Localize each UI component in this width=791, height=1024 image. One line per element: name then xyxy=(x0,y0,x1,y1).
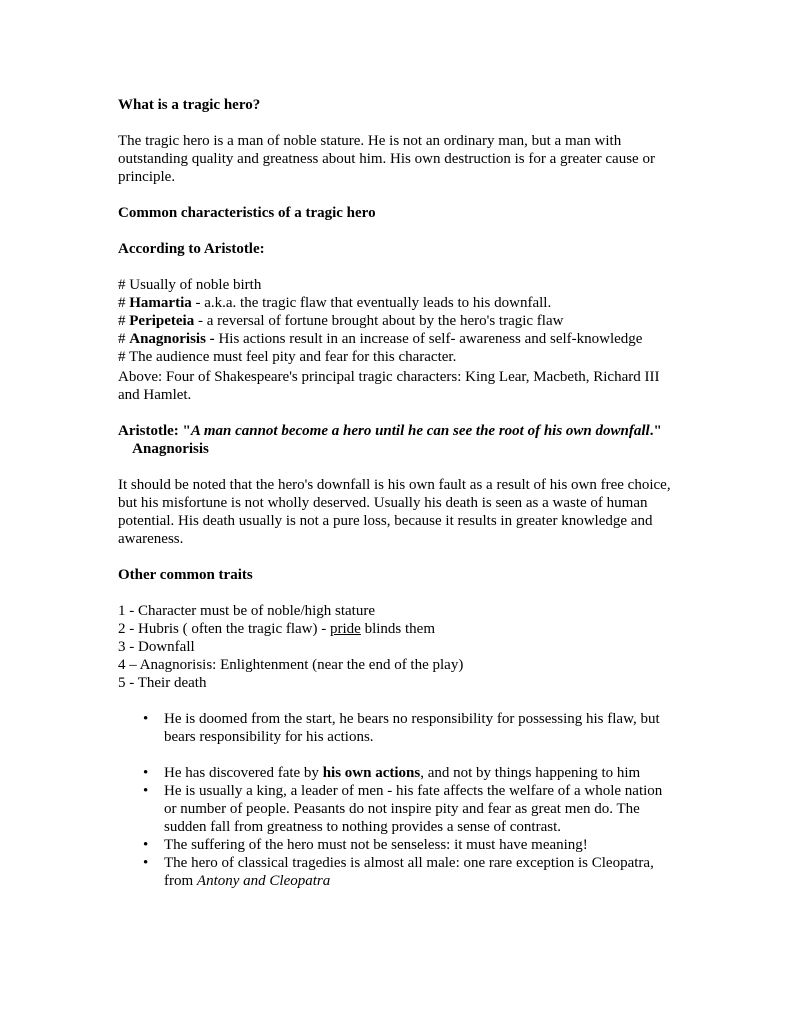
bullet-icon: • xyxy=(143,783,149,799)
list-item: • He is doomed from the start, he bears no responsibility for possessing his flaw, but bears responsibility for his actions. xyxy=(143,711,660,745)
common-heading: Common characteristics of a tragic hero xyxy=(118,205,376,221)
aristotle-item-hamartia: # Hamartia - a.k.a. the tragic flaw that eventually leads to his downfall. xyxy=(118,295,552,311)
trait-item: 1 - Character must be of noble/high stature xyxy=(118,603,376,619)
quote-text: A man cannot become a hero until he can see the root of his own downfall xyxy=(190,423,650,439)
list-item: • He has discovered fate by his own actions, and not by things happening to him xyxy=(143,765,641,781)
bullet-icon: • xyxy=(143,711,149,727)
term-peripeteia: Peripeteia xyxy=(129,313,195,329)
bullet-icon: • xyxy=(143,855,149,871)
term-anagnorisis: Anagnorisis - xyxy=(129,331,215,347)
list-item: • He is usually a king, a leader of men - his fate affects the welfare of a whole nation or number of people. Peasants do not inspire pity and fear as great men do. The sudden fall from greatness to nothing provides a sense of contrast. xyxy=(143,783,663,835)
bullet-list xyxy=(118,764,678,890)
aristotle-quote: Aristotle: "A man cannot become a hero until he can see the root of his own downfall." Anagnorisis xyxy=(118,423,662,457)
aristotle-item-anagnorisis: # Anagnorisis - His actions result in an increase of self- awareness and self-knowledge xyxy=(118,331,643,347)
aristotle-heading: According to Aristotle: xyxy=(118,241,265,257)
aristotle-item-noble-birth: # Usually of noble birth xyxy=(118,277,262,293)
intro-paragraph: The tragic hero is a man of noble stature. He is not an ordinary man, but a man with outstanding quality and greatness about him. His own destruction is for a greater cause or principle. xyxy=(118,133,655,185)
bullet-icon: • xyxy=(143,837,149,853)
list-item: • The suffering of the hero must not be senseless: it must have meaning! xyxy=(143,837,588,853)
trait-item: 3 - Downfall xyxy=(118,639,195,655)
trait-item: 5 - Their death xyxy=(118,675,207,691)
pride-link[interactable]: pride xyxy=(330,621,361,637)
image-caption: Above: Four of Shakespeare's principal tragic characters: King Lear, Macbeth, Richard III and Hamlet. xyxy=(118,369,660,403)
bullet-list xyxy=(118,710,678,746)
list-item: • The hero of classical tragedies is almost all male: one rare exception is Cleopatra, from Antony and Cleopatra xyxy=(143,855,654,889)
trait-item: 2 - Hubris ( often the tragic flaw) - pride blinds them xyxy=(118,621,436,637)
document-page xyxy=(118,96,678,890)
bullet-icon: • xyxy=(143,765,149,781)
aristotle-item-audience: # The audience must feel pity and fear for this character. xyxy=(118,349,457,365)
aristotle-item-peripeteia: # Peripeteia - a reversal of fortune brought about by the hero's tragic flaw xyxy=(118,313,564,329)
term-hamartia: Hamartia xyxy=(129,295,192,311)
traits-heading: Other common traits xyxy=(118,567,253,583)
downfall-paragraph: It should be noted that the hero's downfall is his own fault as a result of his own free choice, but his misfortune is not wholly deserved. Usually his death is seen as a waste of human potential. His death usually is not a pure loss, because it results in greater knowledge and awareness. xyxy=(118,477,671,547)
page-title: What is a tragic hero? xyxy=(118,97,261,113)
trait-item: 4 – Anagnorisis: Enlightenment (near the end of the play) xyxy=(118,657,464,673)
